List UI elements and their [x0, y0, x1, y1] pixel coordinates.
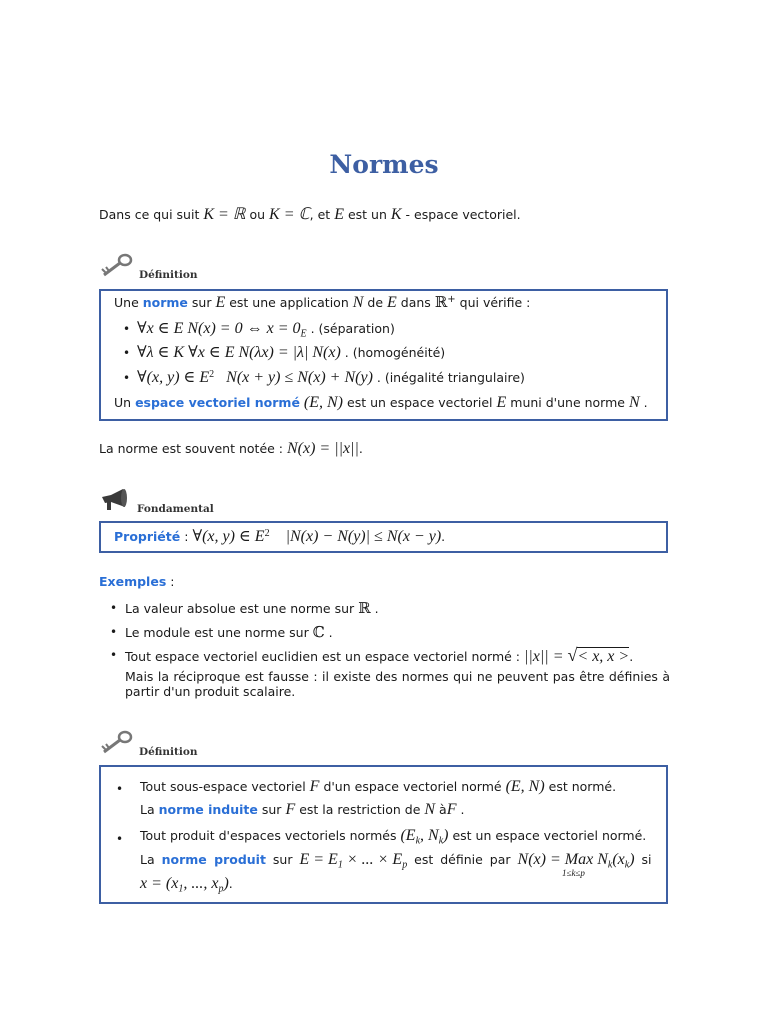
list-item: Le module est une norme sur ℂ .	[125, 623, 333, 641]
max-subscript: 1≤k≤p	[562, 868, 585, 878]
list-item: Tout espace vectoriel euclidien est un espace vectoriel normé : ||x|| = √< x, x >.	[125, 645, 634, 665]
page-title: Normes	[329, 150, 439, 179]
megaphone-icon	[99, 487, 131, 513]
examples-paragraph: Mais la réciproque est fausse : il existe des normes qui ne peuvent pas être définies à partir d'un produit scalaire.	[125, 669, 670, 699]
list-item: Tout sous-espace vectoriel F d'un espace vectoriel normé (E, N) est normé.	[140, 778, 617, 795]
definition-box: Une norme sur E est une application N de E dans ℝ+ qui vérifie : • ∀x ∈ E N(x) = 0 ⇔ $x = 0_E$ . (séparation) • ∀λ ∈ K ∀x ∈ E N(λx) = |λ| N(x) . (homogénéité) • ∀(x, y) ∈ $E^2$ N(x + y) ≤ N(x) + N(y) . (inégalité triangulaire) Un espace vectoriel normé (E, N) est un espace vectoriel E muni d'une norme N .	[99, 289, 668, 421]
list-item: Tout produit d'espaces vectoriels normés ($E_k$, $N_k$) est un espace vectoriel normé.	[140, 827, 647, 847]
intro-line: Dans ce qui suit K = ℝ ou K = ℂ, et E est un K - espace vectoriel.	[99, 206, 521, 223]
list-item: La valeur absolue est une norme sur ℝ .	[125, 599, 379, 617]
key-icon	[99, 253, 133, 281]
fundamental-box: Propriété : ∀(x, y) ∈ $E^2$ |N(x) − N(y)| ≤ N(x − y).	[99, 521, 668, 553]
list-item: ∀x ∈ E N(x) = 0 ⇔ $x = 0_E$ . (séparation)	[137, 320, 395, 340]
note-line: La norme est souvent notée : N(x) = ||x||.	[99, 440, 363, 457]
fundamental-label: Fondamental	[137, 503, 214, 515]
examples-heading: Exemples :	[99, 574, 175, 589]
key-icon	[99, 730, 133, 758]
list-item: ∀λ ∈ K ∀x ∈ E N(λx) = |λ| N(x) . (homogénéité)	[137, 344, 446, 361]
list-item: ∀(x, y) ∈ $E^2$ N(x + y) ≤ N(x) + N(y) . (inégalité triangulaire)	[137, 368, 525, 386]
definition-label: Définition	[139, 269, 198, 281]
definition-box: • Tout sous-espace vectoriel F d'un espace vectoriel normé (E, N) est normé. La norme induite sur F est la restriction de N àF . • Tout produit d'espaces vectoriels normés ($E_k$, $N_k$) est un espace vectoriel normé. La norme produit sur $E = E_1$ × ... × $E_p$ est définie par N(x) = Max $N_k(x_k)$ si 1≤k≤p $x = (x_1$, ..., $x_p$).	[99, 765, 668, 904]
definition-label: Définition	[139, 746, 198, 758]
